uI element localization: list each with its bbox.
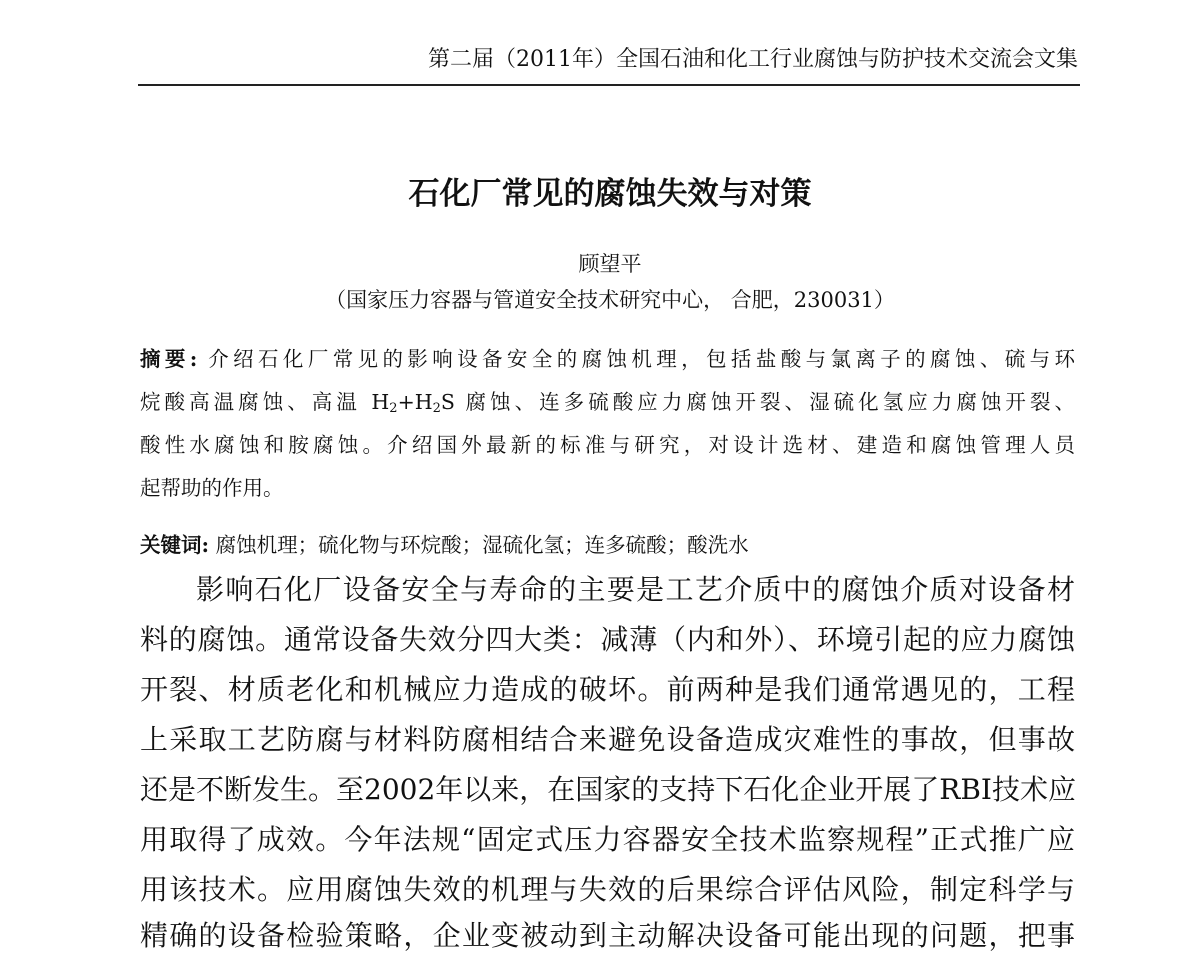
abstract-line: 起帮助的作用。 <box>140 476 284 500</box>
keywords-text: 腐蚀机理；硫化物与环烷酸；湿硫化氢；连多硫酸；酸洗水 <box>215 533 749 557</box>
abstract-line <box>140 385 1075 415</box>
abstract-label: 摘要: <box>140 347 198 371</box>
abstract-text: 烷酸高温腐蚀、高温 H <box>140 390 390 414</box>
body-line: 精确的设备检验策略，企业变被动到主动解决设备可能出现的问题，把事 <box>140 919 1075 952</box>
affiliation: （国家压力容器与管道安全技术研究中心， 合肥，230031） <box>325 288 895 312</box>
body-line: 影响石化厂设备安全与寿命的主要是工艺介质中的腐蚀介质对设备材 <box>196 573 1075 606</box>
abstract-line <box>140 342 1075 372</box>
body-line: 料的腐蚀。通常设备失效分四大类：减薄（内和外）、环境引起的应力腐蚀 <box>140 623 1075 656</box>
paper-title: 石化厂常见的腐蚀失效与对策 <box>408 176 812 212</box>
abstract-text: 介绍石化厂常见的影响设备安全的腐蚀机理，包括盐酸与氯离子的腐蚀、硫与环 <box>208 347 1075 371</box>
subscript: 2 <box>432 401 441 416</box>
author: 顾望平 <box>578 252 642 276</box>
header-rule <box>138 84 1080 86</box>
body-line: 开裂、材质老化和机械应力造成的破坏。前两种是我们通常遇见的，工程 <box>140 673 1075 706</box>
subscript: 2 <box>389 401 398 416</box>
body-line: 用该技术。应用腐蚀失效的机理与失效的后果综合评估风险，制定科学与 <box>140 873 1075 906</box>
keywords-label: 关键词: <box>140 533 210 557</box>
abstract-text: +H <box>397 390 433 414</box>
keywords-line <box>140 528 749 558</box>
abstract-line: 酸性水腐蚀和胺腐蚀。介绍国外最新的标准与研究，对设计选材、建造和腐蚀管理人员 <box>140 433 1075 457</box>
body-line: 还是不断发生。至2002年以来，在国家的支持下石化企业开展了RBI技术应 <box>140 773 1076 806</box>
running-header: 第二届（2011年）全国石油和化工行业腐蚀与防护技术交流会文集 <box>428 47 1078 72</box>
body-line: 上采取工艺防腐与材料防腐相结合来避免设备造成灾难性的事故，但事故 <box>140 723 1075 756</box>
body-line: 用取得了成效。今年法规“固定式压力容器安全技术监察规程”正式推广应 <box>140 823 1075 856</box>
abstract-text: S 腐蚀、连多硫酸应力腐蚀开裂、湿硫化氢应力腐蚀开裂、 <box>440 390 1075 414</box>
